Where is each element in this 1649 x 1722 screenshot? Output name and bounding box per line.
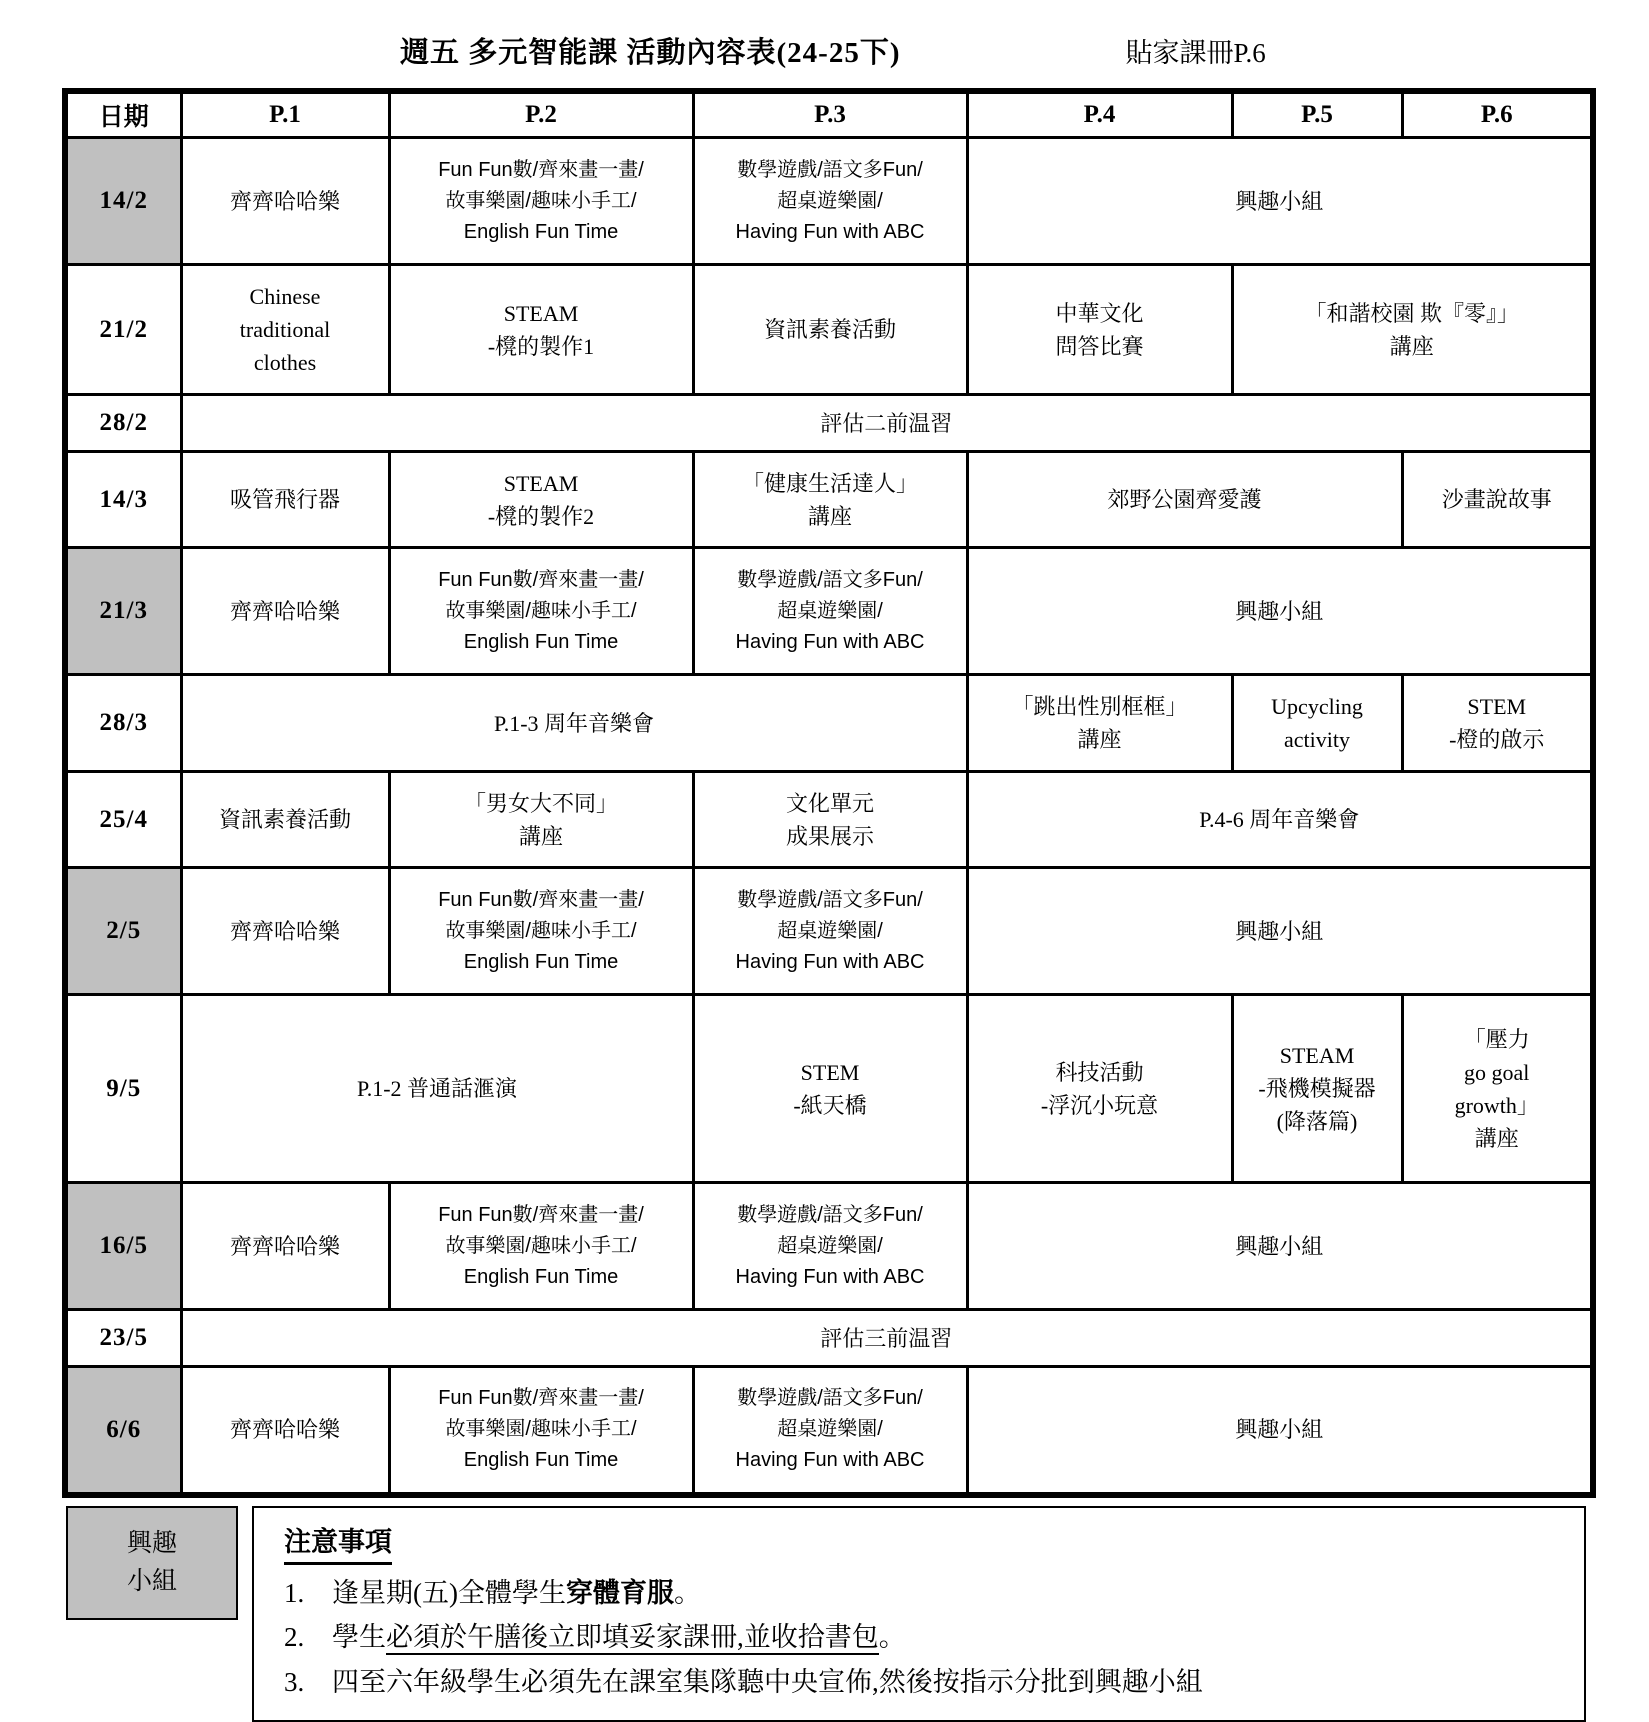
note-segment: 四至六年級學生必須先在課室集隊聽中央宣佈,然後按指示分批到興趣小組 (332, 1667, 1203, 1697)
table-row (65, 138, 1593, 265)
activity-cell (389, 138, 693, 265)
activity-line: 數學遊戲/語文多Fun/ (699, 1383, 962, 1414)
activity-line: 故事樂園/趣味小手工/ (395, 916, 688, 947)
activity-line: 故事樂園/趣味小手工/ (395, 186, 688, 217)
date-cell: 2/5 (65, 868, 181, 995)
activity-cell (967, 452, 1402, 548)
activity-cell (693, 772, 967, 868)
activity-cell (181, 1183, 389, 1310)
activity-line: Having Fun with ABC (699, 627, 962, 658)
activity-line: 中華文化 (973, 297, 1227, 330)
activity-line: Having Fun with ABC (699, 1445, 962, 1476)
table-row (65, 1183, 1593, 1310)
date-cell: 23/5 (65, 1310, 181, 1367)
note-segment: 穿體育服 (566, 1578, 674, 1608)
activity-line: 齊齊哈哈樂 (187, 1413, 384, 1446)
activity-cell (967, 138, 1593, 265)
notes-title: 注意事項 (284, 1520, 392, 1565)
activity-cell (967, 265, 1232, 395)
legend-line: 小組 (127, 1563, 177, 1601)
activity-line: 齊齊哈哈樂 (187, 595, 384, 628)
activity-line: 故事樂園/趣味小手工/ (395, 1231, 688, 1262)
date-cell: 28/2 (65, 395, 181, 452)
header-cell-p6: P.6 (1402, 91, 1593, 138)
table-row (65, 265, 1593, 395)
activity-line: 文化單元 (699, 787, 962, 820)
activity-line: clothes (187, 346, 384, 379)
table-header-row (65, 91, 1593, 138)
note-text (332, 1615, 906, 1660)
activity-line: P.1-2 普通話滙演 (187, 1072, 688, 1105)
activity-line: 資訊素養活動 (187, 803, 384, 836)
note-item (284, 1660, 1564, 1705)
activity-line: 數學遊戲/語文多Fun/ (699, 565, 962, 596)
activity-line: 「跳出性別框框」 (973, 690, 1227, 723)
activity-cell (967, 1367, 1593, 1495)
page-title: 週五 多元智能課 活動內容表(24-25下) (400, 30, 900, 71)
note-item (284, 1571, 1564, 1616)
activity-cell (181, 138, 389, 265)
activity-line: 故事樂園/趣味小手工/ (395, 596, 688, 627)
date-cell: 16/5 (65, 1183, 181, 1310)
activity-line: 齊齊哈哈樂 (187, 915, 384, 948)
activity-cell (181, 772, 389, 868)
activity-cell (967, 772, 1593, 868)
activity-line: 「健康生活達人」 (699, 467, 962, 500)
activity-line: 講座 (395, 820, 688, 853)
activity-line: 齊齊哈哈樂 (187, 1230, 384, 1263)
activity-cell (389, 452, 693, 548)
note-item (284, 1615, 1564, 1660)
activity-line: 數學遊戲/語文多Fun/ (699, 155, 962, 186)
activity-cell (693, 868, 967, 995)
note-segment: 。 (879, 1622, 906, 1652)
activity-cell (181, 1310, 1593, 1367)
activity-line: 沙畫說故事 (1408, 483, 1587, 516)
activity-line: P.1-3 周年音樂會 (187, 707, 962, 740)
activity-line: Fun Fun數/齊來畫一畫/ (395, 1383, 688, 1414)
activity-line: 興趣小組 (973, 595, 1587, 628)
header-cell-p5: P.5 (1232, 91, 1402, 138)
activity-line: traditional (187, 313, 384, 346)
activity-cell (1402, 675, 1593, 772)
activity-line: STEM (699, 1056, 962, 1089)
activity-line: 數學遊戲/語文多Fun/ (699, 885, 962, 916)
activity-cell (1232, 675, 1402, 772)
activity-cell (693, 548, 967, 675)
note-number: 3. (284, 1660, 332, 1705)
header-cell-date: 日期 (65, 91, 181, 138)
note-segment: 。 (674, 1578, 701, 1608)
activity-line: Fun Fun數/齊來畫一畫/ (395, 885, 688, 916)
activity-cell (181, 548, 389, 675)
activity-line: 「壓力 (1408, 1023, 1587, 1056)
note-number: 2. (284, 1615, 332, 1660)
header-cell-p4: P.4 (967, 91, 1232, 138)
activity-line: -櫈的製作1 (395, 330, 688, 363)
activity-cell (967, 868, 1593, 995)
activity-cell (967, 548, 1593, 675)
activity-line: Fun Fun數/齊來畫一畫/ (395, 565, 688, 596)
activity-line: -飛機模擬器 (1238, 1072, 1397, 1105)
activity-line: -浮沉小玩意 (973, 1089, 1227, 1122)
activity-cell (693, 1183, 967, 1310)
notes-box (252, 1506, 1586, 1722)
page-header (0, 0, 1649, 78)
activity-cell (967, 995, 1232, 1183)
activity-cell (181, 265, 389, 395)
activity-cell (967, 1183, 1593, 1310)
activity-line: 齊齊哈哈樂 (187, 185, 384, 218)
activity-line: 科技活動 (973, 1056, 1227, 1089)
activity-line: -櫈的製作2 (395, 500, 688, 533)
activity-cell (967, 675, 1232, 772)
activity-cell (1402, 995, 1593, 1183)
activity-line: 成果展示 (699, 820, 962, 853)
activity-cell (1232, 995, 1402, 1183)
activity-line: 興趣小組 (973, 1413, 1587, 1446)
activity-line: 講座 (1238, 330, 1587, 363)
activity-line: Fun Fun數/齊來畫一畫/ (395, 155, 688, 186)
activity-line: Fun Fun數/齊來畫一畫/ (395, 1200, 688, 1231)
date-cell: 6/6 (65, 1367, 181, 1495)
date-cell: 21/3 (65, 548, 181, 675)
activity-line: STEAM (1238, 1039, 1397, 1072)
table-row (65, 395, 1593, 452)
note-text (332, 1660, 1203, 1705)
activity-line: 超桌遊樂園/ (699, 916, 962, 947)
date-cell: 14/3 (65, 452, 181, 548)
activity-line: STEAM (395, 467, 688, 500)
activity-line: 郊野公園齊愛護 (973, 483, 1397, 516)
activity-line: 超桌遊樂園/ (699, 596, 962, 627)
table-row (65, 868, 1593, 995)
activity-cell (181, 995, 693, 1183)
activity-line: 數學遊戲/語文多Fun/ (699, 1200, 962, 1231)
activity-line: 評估三前温習 (187, 1322, 1587, 1355)
table-row (65, 772, 1593, 868)
activity-line: STEAM (395, 297, 688, 330)
activity-cell (389, 772, 693, 868)
activity-line: Having Fun with ABC (699, 217, 962, 248)
activity-cell (181, 675, 967, 772)
activity-line: 超桌遊樂園/ (699, 1414, 962, 1445)
activity-line: activity (1238, 723, 1397, 756)
note-segment: 學生 (332, 1622, 386, 1652)
activity-cell (181, 868, 389, 995)
activity-cell (693, 1367, 967, 1495)
date-cell: 9/5 (65, 995, 181, 1183)
activity-cell (1232, 265, 1593, 395)
legend-line: 興趣 (127, 1525, 177, 1563)
activity-line: English Fun Time (395, 217, 688, 248)
header-cell-p2: P.2 (389, 91, 693, 138)
activity-line: STEM (1408, 690, 1587, 723)
note-number: 1. (284, 1571, 332, 1616)
activity-line: Having Fun with ABC (699, 947, 962, 978)
activity-line: 興趣小組 (973, 915, 1587, 948)
activity-cell (181, 1367, 389, 1495)
activity-line: 「和諧校園 欺『零』」 (1238, 297, 1587, 330)
activity-cell (693, 138, 967, 265)
schedule-table (62, 88, 1596, 1498)
activity-line: 吸管飛行器 (187, 483, 384, 516)
activity-cell (1402, 452, 1593, 548)
table-row (65, 675, 1593, 772)
activity-cell (389, 548, 693, 675)
activity-line: 興趣小組 (973, 185, 1587, 218)
note-segment: 必須於午膳後立即填妥家課冊,並收拾書包 (386, 1622, 879, 1655)
header-cell-p1: P.1 (181, 91, 389, 138)
activity-line: 故事樂園/趣味小手工/ (395, 1414, 688, 1445)
table-row (65, 452, 1593, 548)
activity-line: English Fun Time (395, 1445, 688, 1476)
activity-line: (降落篇) (1238, 1105, 1397, 1138)
activity-line: go goal (1408, 1056, 1587, 1089)
activity-line: Chinese (187, 280, 384, 313)
activity-line: 超桌遊樂園/ (699, 186, 962, 217)
activity-line: 講座 (699, 500, 962, 533)
note-segment: 逢星期(五)全體學生 (332, 1578, 566, 1608)
table-row (65, 1310, 1593, 1367)
activity-line: Upcycling (1238, 690, 1397, 723)
activity-cell (693, 995, 967, 1183)
activity-line: 「男女大不同」 (395, 787, 688, 820)
activity-line: 講座 (1408, 1122, 1587, 1155)
activity-cell (389, 868, 693, 995)
footer (66, 1506, 1649, 1722)
activity-cell (389, 1183, 693, 1310)
activity-line: -橙的啟示 (1408, 723, 1587, 756)
activity-line: English Fun Time (395, 1262, 688, 1293)
activity-line: English Fun Time (395, 627, 688, 658)
activity-line: 資訊素養活動 (699, 313, 962, 346)
activity-line: P.4-6 周年音樂會 (973, 803, 1587, 836)
date-cell: 28/3 (65, 675, 181, 772)
activity-line: Having Fun with ABC (699, 1262, 962, 1293)
activity-cell (693, 265, 967, 395)
activity-line: 評估二前温習 (187, 407, 1587, 440)
activity-cell (389, 1367, 693, 1495)
notes-list (284, 1571, 1564, 1705)
activity-line: 問答比賽 (973, 330, 1227, 363)
activity-cell (693, 452, 967, 548)
note-text (332, 1571, 701, 1616)
date-cell: 21/2 (65, 265, 181, 395)
activity-line: English Fun Time (395, 947, 688, 978)
activity-line: 超桌遊樂園/ (699, 1231, 962, 1262)
date-cell: 25/4 (65, 772, 181, 868)
table-row (65, 1367, 1593, 1495)
activity-line: growth」 (1408, 1089, 1587, 1122)
date-cell: 14/2 (65, 138, 181, 265)
activity-cell (181, 452, 389, 548)
activity-cell (389, 265, 693, 395)
interest-group-legend (66, 1506, 238, 1620)
activity-line: 講座 (973, 723, 1227, 756)
table-row (65, 995, 1593, 1183)
activity-cell (181, 395, 1593, 452)
activity-line: 興趣小組 (973, 1230, 1587, 1263)
header-cell-p3: P.3 (693, 91, 967, 138)
activity-line: -紙天橋 (699, 1089, 962, 1122)
homework-book-note: 貼家課冊P.6 (1125, 31, 1265, 70)
table-row (65, 548, 1593, 675)
